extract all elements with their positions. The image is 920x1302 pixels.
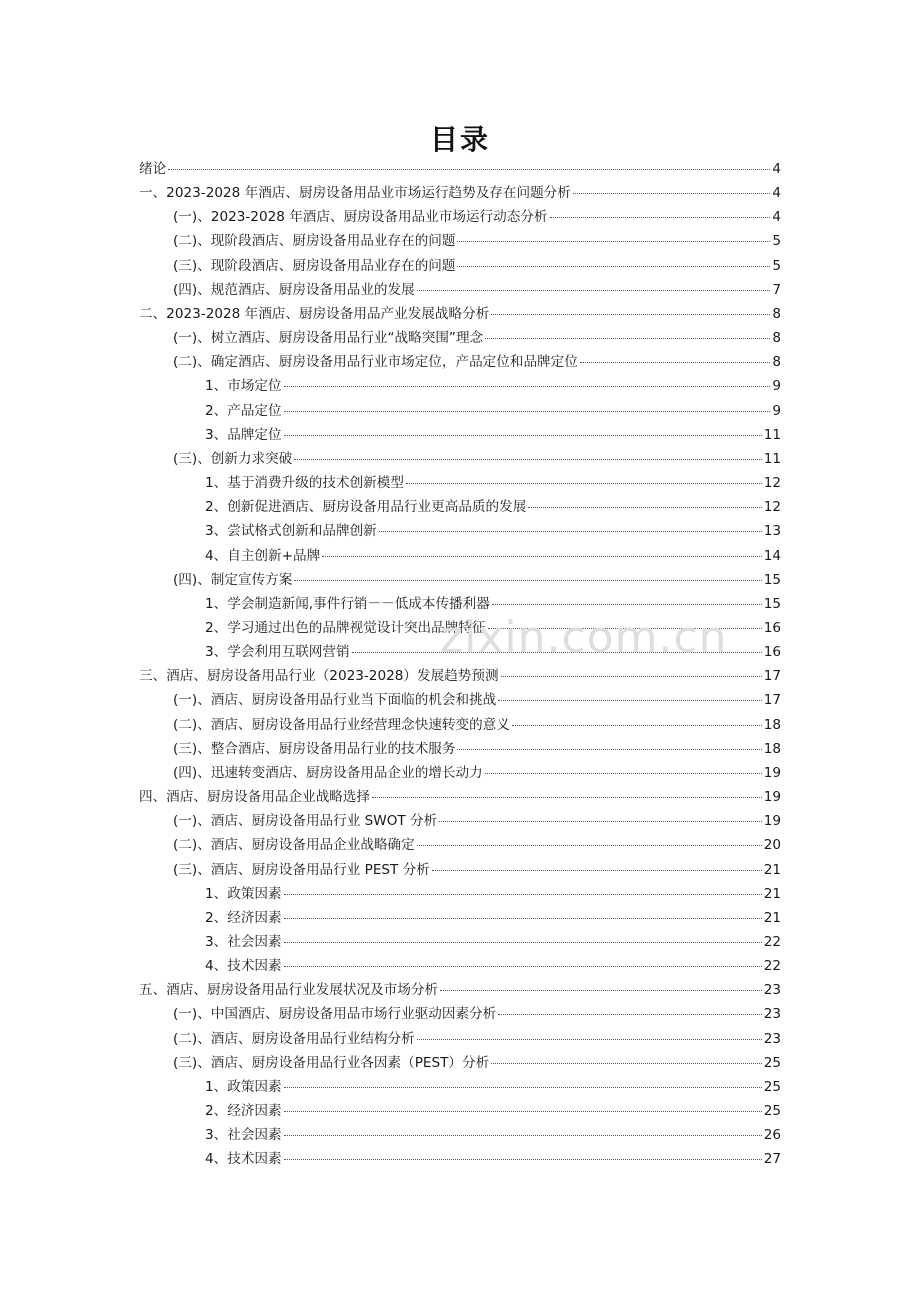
toc-entry-label: (一)、酒店、厨房设备用品行业 SWOT 分析 — [173, 813, 438, 830]
toc-entry-label: 2、创新促进酒店、厨房设备用品行业更高品质的发展 — [205, 499, 527, 516]
toc-entry-page: 26 — [763, 1127, 781, 1144]
toc-entry-page: 15 — [763, 571, 781, 588]
toc-entry[interactable] — [139, 157, 781, 181]
toc-entry[interactable] — [139, 640, 781, 664]
toc-entry[interactable] — [139, 978, 781, 1002]
toc-entry[interactable] — [139, 1075, 781, 1099]
toc-entry[interactable] — [139, 568, 781, 592]
toc-leader-dots — [440, 990, 762, 991]
toc-entry-label: (二)、酒店、厨房设备用品行业经营理念快速转变的意义 — [173, 716, 510, 733]
toc-entry-page: 20 — [763, 837, 781, 854]
toc-entry[interactable] — [139, 1002, 781, 1026]
toc-entry-label: 4、自主创新+品牌 — [205, 547, 321, 564]
toc-entry[interactable] — [139, 616, 781, 640]
toc-leader-dots — [498, 1014, 761, 1015]
toc-entry-label: (四)、制定宣传方案 — [173, 571, 293, 588]
toc-entry[interactable] — [139, 254, 781, 278]
toc-entry-page: 25 — [763, 1054, 781, 1071]
toc-entry-page: 21 — [763, 909, 781, 926]
toc-entry[interactable] — [139, 785, 781, 809]
toc-entry[interactable] — [139, 181, 781, 205]
toc-leader-dots — [485, 338, 770, 339]
toc-entry[interactable] — [139, 495, 781, 519]
toc-entry-page: 23 — [763, 1006, 781, 1023]
toc-leader-dots — [417, 845, 762, 846]
toc-entry[interactable] — [139, 761, 781, 785]
toc-leader-dots — [284, 435, 762, 436]
toc-entry[interactable] — [139, 1051, 781, 1075]
toc-entry-page: 25 — [763, 1103, 781, 1120]
toc-leader-dots — [501, 676, 762, 677]
toc-entry-page: 19 — [763, 789, 781, 806]
toc-leader-dots — [284, 894, 762, 895]
toc-entry-label: (三)、酒店、厨房设备用品行业 PEST 分析 — [173, 861, 430, 878]
toc-leader-dots — [284, 1087, 762, 1088]
toc-entry[interactable] — [139, 882, 781, 906]
toc-entry-page: 17 — [763, 692, 781, 709]
toc-leader-dots — [284, 942, 762, 943]
toc-entry-page: 14 — [763, 547, 781, 564]
toc-leader-dots — [168, 169, 770, 170]
toc-entry-label: 3、社会因素 — [205, 934, 282, 950]
toc-leader-dots — [284, 1135, 762, 1136]
toc-entry[interactable] — [139, 519, 781, 543]
toc-entry-page: 5 — [772, 257, 781, 274]
toc-leader-dots — [432, 870, 762, 871]
toc-entry-label: (三)、酒店、厨房设备用品行业各因素（PEST）分析 — [173, 1054, 490, 1071]
toc-leader-dots — [550, 217, 771, 218]
toc-entry-label: 2、产品定位 — [205, 402, 282, 419]
toc-entry-page: 4 — [772, 161, 781, 177]
toc-entry-label: 2、经济因素 — [205, 1103, 282, 1120]
toc-entry[interactable] — [139, 1123, 781, 1147]
toc-leader-dots — [294, 580, 761, 581]
toc-entry-page: 25 — [763, 1078, 781, 1095]
toc-entry-label: 1、政策因素 — [205, 885, 282, 902]
toc-entry-page: 13 — [763, 523, 781, 540]
toc-entry[interactable] — [139, 374, 781, 398]
toc-entry[interactable] — [139, 809, 781, 833]
toc-entry[interactable] — [139, 302, 781, 326]
toc-entry-label: 3、尝试格式创新和品牌创新 — [205, 523, 377, 540]
toc-entry[interactable] — [139, 954, 781, 978]
toc-leader-dots — [439, 821, 761, 822]
toc-entry[interactable] — [139, 833, 781, 857]
toc-entry-label: 4、技术因素 — [205, 1151, 282, 1168]
toc-entry-page: 8 — [772, 330, 781, 347]
toc-leader-dots — [573, 193, 770, 194]
toc-entry-page: 4 — [772, 209, 781, 226]
toc-leader-dots — [322, 556, 761, 557]
toc-entry-page: 16 — [763, 619, 781, 636]
toc-entry[interactable] — [139, 326, 781, 350]
toc-entry[interactable] — [139, 713, 781, 737]
toc-entry-page: 7 — [772, 281, 781, 298]
toc-entry[interactable] — [139, 930, 781, 954]
toc-entry-label: (二)、酒店、厨房设备用品行业结构分析 — [173, 1030, 415, 1047]
toc-entry[interactable] — [139, 544, 781, 568]
toc-leader-dots — [372, 797, 762, 798]
toc-entry[interactable] — [139, 447, 781, 471]
toc-leader-dots — [491, 1063, 761, 1064]
toc-entry-label: 二、2023-2028 年酒店、厨房设备用品产业发展战略分析 — [139, 305, 490, 322]
toc-entry-page: 11 — [763, 426, 781, 443]
toc-entry-label: (二)、确定酒店、厨房设备用品行业市场定位，产品定位和品牌定位 — [173, 354, 578, 371]
toc-leader-dots — [528, 507, 761, 508]
toc-leader-dots — [406, 483, 762, 484]
table-of-contents — [139, 157, 781, 1172]
toc-entry-label: 三、酒店、厨房设备用品行业（2023-2028）发展趋势预测 — [139, 668, 499, 685]
toc-leader-dots — [457, 749, 761, 750]
toc-entry-label: 3、品牌定位 — [205, 426, 282, 443]
toc-entry-label: 1、政策因素 — [205, 1078, 282, 1095]
toc-entry[interactable] — [139, 278, 781, 302]
toc-entry-page: 16 — [763, 644, 781, 661]
toc-entry-page: 15 — [763, 595, 781, 612]
toc-entry-label: 1、市场定位 — [205, 378, 282, 395]
toc-entry-label: 五、酒店、厨房设备用品行业发展状况及市场分析 — [139, 982, 439, 999]
toc-entry-page: 19 — [763, 764, 781, 781]
toc-entry-page: 18 — [763, 740, 781, 757]
toc-entry[interactable] — [139, 1099, 781, 1123]
toc-entry-label: (一)、中国酒店、厨房设备用品市场行业驱动因素分析 — [173, 1006, 497, 1023]
toc-entry-page: 27 — [763, 1151, 781, 1168]
toc-entry-label: 2、经济因素 — [205, 909, 282, 926]
toc-entry-page: 19 — [763, 813, 781, 830]
toc-entry-page: 12 — [763, 499, 781, 516]
toc-entry-label: (二)、现阶段酒店、厨房设备用品业存在的问题 — [173, 233, 456, 250]
toc-entry[interactable] — [139, 1147, 781, 1171]
toc-entry[interactable] — [139, 350, 781, 374]
toc-entry-label: 一、2023-2028 年酒店、厨房设备用品业市场运行趋势及存在问题分析 — [139, 185, 571, 202]
toc-leader-dots — [284, 386, 771, 387]
toc-entry-page: 22 — [763, 934, 781, 950]
toc-entry-page: 4 — [772, 185, 781, 202]
toc-entry-page: 5 — [772, 233, 781, 250]
toc-entry-label: (一)、树立酒店、厨房设备用品行业“战略突围”理念 — [173, 330, 484, 347]
page-title: 目录 — [429, 123, 490, 156]
toc-entry-label: 1、基于消费升级的技术创新模型 — [205, 475, 404, 492]
toc-entry[interactable] — [139, 471, 781, 495]
toc-entry[interactable] — [139, 906, 781, 930]
toc-entry-page: 21 — [763, 861, 781, 878]
toc-leader-dots — [488, 628, 762, 629]
toc-entry-label: 3、学会利用互联网营销 — [205, 644, 350, 661]
toc-entry[interactable] — [139, 399, 781, 423]
toc-entry-page: 18 — [763, 716, 781, 733]
toc-entry-label: 2、学习通过出色的品牌视觉设计突出品牌特征 — [205, 619, 486, 636]
toc-leader-dots — [284, 966, 762, 967]
toc-entry[interactable] — [139, 858, 781, 882]
toc-entry-label: (三)、创新力求突破 — [173, 450, 293, 467]
toc-entry-page: 23 — [763, 982, 781, 999]
toc-entry-label: 绪论 — [139, 161, 167, 177]
toc-entry-label: 3、社会因素 — [205, 1127, 282, 1144]
toc-leader-dots — [492, 604, 762, 605]
toc-entry[interactable] — [139, 664, 781, 688]
toc-entry-page: 11 — [763, 450, 781, 467]
toc-entry-label: (四)、规范酒店、厨房设备用品业的发展 — [173, 281, 415, 298]
toc-leader-dots — [352, 652, 762, 653]
toc-entry[interactable] — [139, 1027, 781, 1051]
toc-leader-dots — [491, 314, 770, 315]
toc-leader-dots — [485, 773, 762, 774]
toc-leader-dots — [457, 266, 770, 267]
toc-entry-page: 22 — [763, 958, 781, 975]
watermark-text: zixin.com.cn — [440, 612, 728, 663]
toc-entry-page: 12 — [763, 475, 781, 492]
toc-leader-dots — [284, 1159, 762, 1160]
toc-entry-label: (四)、迅速转变酒店、厨房设备用品企业的增长动力 — [173, 764, 483, 781]
toc-leader-dots — [498, 700, 761, 701]
toc-leader-dots — [284, 411, 771, 412]
toc-entry-label: 1、学会制造新闻,事件行销－－低成本传播利器 — [205, 595, 490, 612]
toc-entry-page: 8 — [772, 354, 781, 371]
toc-leader-dots — [284, 918, 762, 919]
toc-leader-dots — [284, 1111, 762, 1112]
toc-entry-label: (三)、整合酒店、厨房设备用品行业的技术服务 — [173, 740, 456, 757]
toc-entry-label: (一)、酒店、厨房设备用品行业当下面临的机会和挑战 — [173, 692, 497, 709]
toc-leader-dots — [417, 290, 771, 291]
toc-entry-page: 21 — [763, 885, 781, 902]
toc-entry-page: 17 — [763, 668, 781, 685]
toc-entry[interactable] — [139, 688, 781, 712]
toc-entry-label: 4、技术因素 — [205, 958, 282, 975]
toc-leader-dots — [512, 725, 762, 726]
toc-entry[interactable] — [139, 423, 781, 447]
toc-leader-dots — [379, 531, 762, 532]
toc-leader-dots — [294, 459, 761, 460]
toc-entry-page: 9 — [772, 402, 781, 419]
toc-entry-label: 四、酒店、厨房设备用品企业战略选择 — [139, 789, 371, 806]
toc-entry[interactable] — [139, 229, 781, 253]
toc-entry-page: 23 — [763, 1030, 781, 1047]
toc-entry-page: 8 — [772, 305, 781, 322]
toc-leader-dots — [457, 241, 770, 242]
toc-entry[interactable] — [139, 592, 781, 616]
toc-entry[interactable] — [139, 737, 781, 761]
toc-entry[interactable] — [139, 205, 781, 229]
toc-entry-label: (三)、现阶段酒店、厨房设备用品业存在的问题 — [173, 257, 456, 274]
toc-entry-label: (二)、酒店、厨房设备用品企业战略确定 — [173, 837, 415, 854]
toc-entry-label: (一)、2023-2028 年酒店、厨房设备用品业市场运行动态分析 — [173, 209, 548, 226]
toc-entry-page: 9 — [772, 378, 781, 395]
toc-leader-dots — [417, 1039, 762, 1040]
toc-leader-dots — [580, 362, 771, 363]
